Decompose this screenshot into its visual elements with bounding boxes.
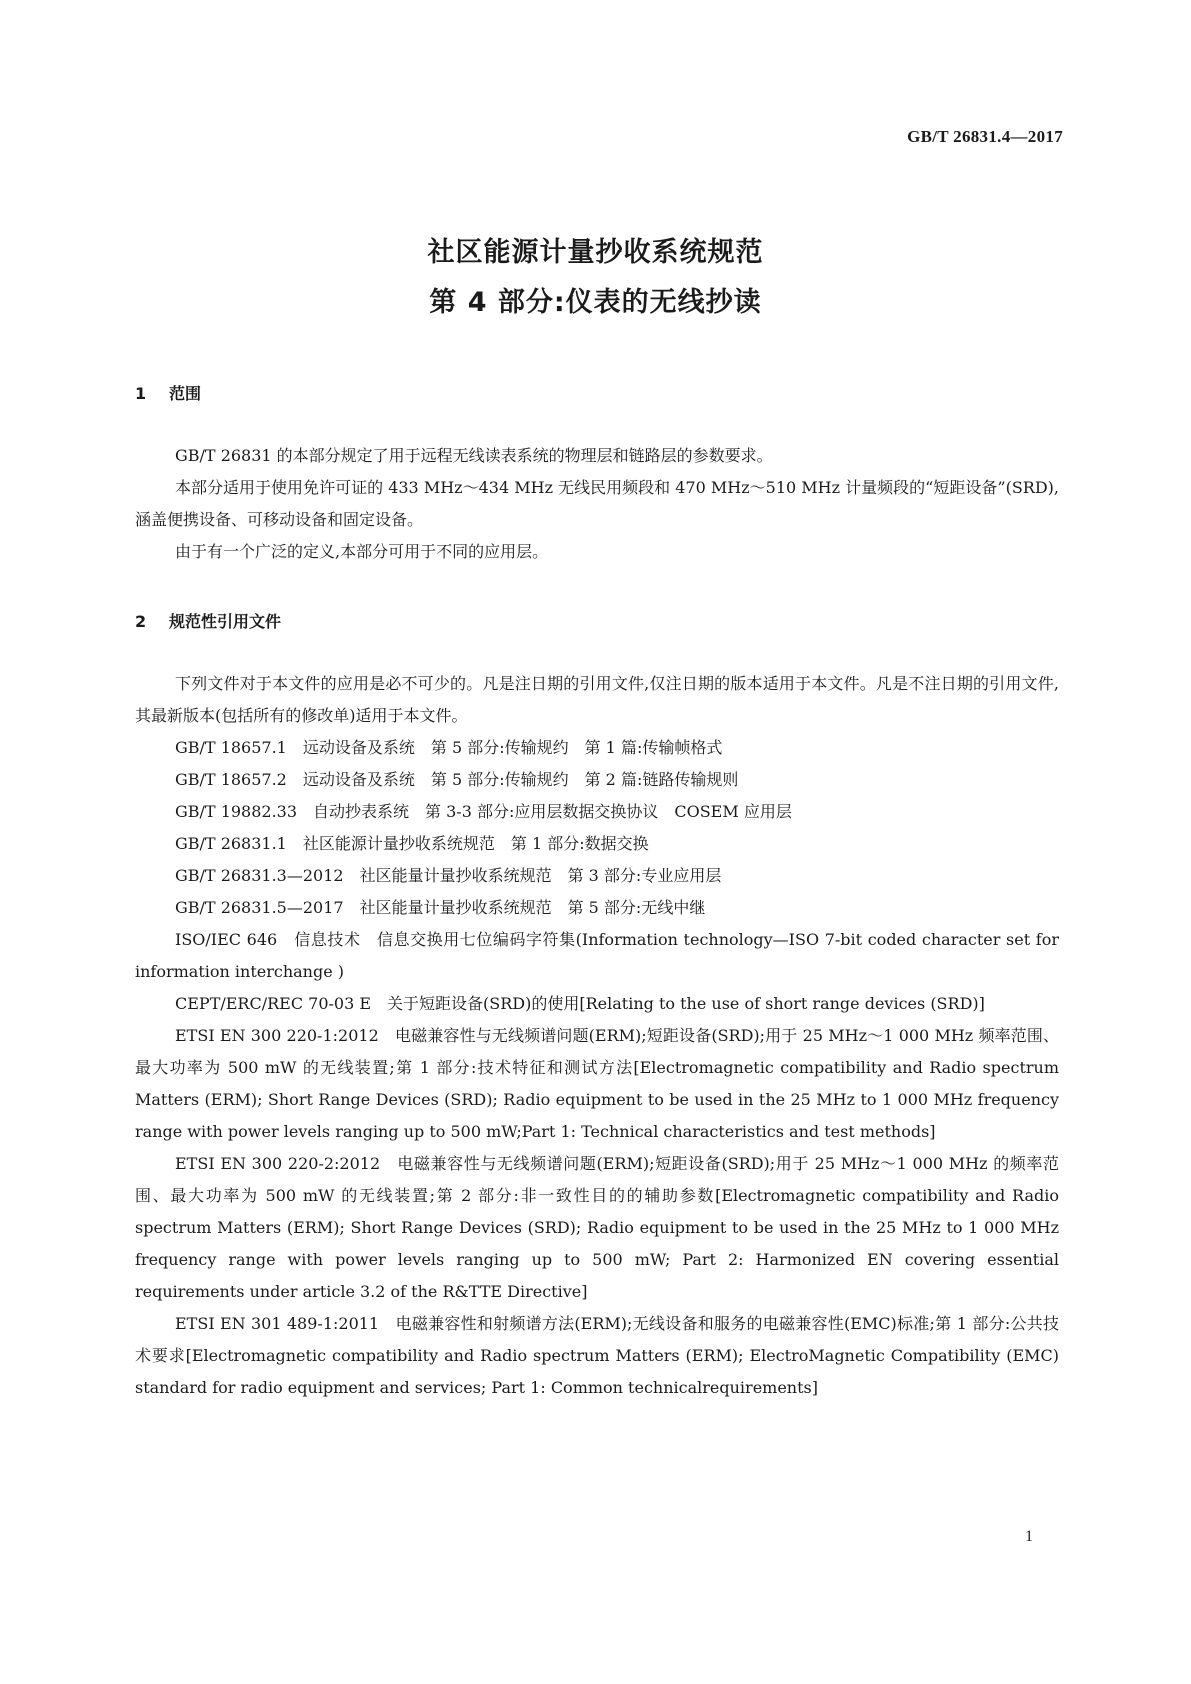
reference-list xyxy=(135,732,1059,1404)
paragraph: GB/T 26831 的本部分规定了用于远程无线读表系统的物理层和链路层的参数要求。 xyxy=(175,446,773,465)
reference-item: GB/T 26831.3—2012 社区能量计量抄收系统规范 第 3 部分:专业应用层 xyxy=(175,866,722,885)
standard-code: GB/T 26831.4—2017 xyxy=(907,127,1063,146)
paragraph: 本部分适用于使用免许可证的 433 MHz～434 MHz 无线民用频段和 470 MHz～510 MHz 计量频段的“短距设备”(SRD),涵盖便携设备、可移动设备和固定设备。 xyxy=(135,478,1059,529)
title-line-1: 社区能源计量抄收系统规范 xyxy=(427,237,764,268)
page-number: 1 xyxy=(1025,1528,1033,1545)
reference-item: CEPT/ERC/REC 70-03 E 关于短距设备(SRD)的使用[Relating to the use of short range devices (SRD)] xyxy=(175,994,985,1013)
reference-item: ISO/IEC 646 信息技术 信息交换用七位编码字符集(Information technology—ISO 7-bit coded character set for information interchange ) xyxy=(135,930,1059,981)
reference-item: GB/T 26831.5—2017 社区能量计量抄收系统规范 第 5 部分:无线中继 xyxy=(175,898,706,917)
title-line-2: 第 4 部分:仪表的无线抄读 xyxy=(429,287,762,318)
section-heading-normative-references xyxy=(135,610,1059,634)
reference-item: ETSI EN 300 220-1:2012 电磁兼容性与无线频谱问题(ERM);短距设备(SRD);用于 25 MHz～1 000 MHz 频率范围、最大功率为 500 mW 的无线装置;第 1 部分:技术特征和测试方法[Electromagnetic compatibility and Radio spectrum Matters (ERM); Short Range Devices (SRD); Radio equipment to be used in the 25 MHz to 1 000 MHz frequency range with power levels ranging up to 500 mW;Part 1: Technical characteristics and test methods] xyxy=(135,1026,1059,1141)
reference-item: ETSI EN 301 489-1:2011 电磁兼容性和射频谱方法(ERM);无线设备和服务的电磁兼容性(EMC)标准;第 1 部分:公共技术要求[Electromagnetic compatibility and Radio spectrum Matters (ERM); ElectroMagnetic Compatibility (EMC) standard for radio equipment and services; Part 1: Common technicalrequirements] xyxy=(135,1314,1059,1397)
document-body xyxy=(135,382,1059,1404)
section-title: 规范性引用文件 xyxy=(169,612,282,631)
paragraph: 下列文件对于本文件的应用是必不可少的。凡是注日期的引用文件,仅注日期的版本适用于本文件。凡是不注日期的引用文件,其最新版本(包括所有的修改单)适用于本文件。 xyxy=(135,674,1059,725)
reference-item: GB/T 26831.1 社区能源计量抄收系统规范 第 1 部分:数据交换 xyxy=(175,834,649,853)
document-title xyxy=(0,228,1191,328)
reference-item: GB/T 19882.33 自动抄表系统 第 3-3 部分:应用层数据交换协议 COSEM 应用层 xyxy=(175,802,792,821)
section-number: 1 xyxy=(135,384,147,403)
reference-item: GB/T 18657.1 远动设备及系统 第 5 部分:传输规约 第 1 篇:传输帧格式 xyxy=(175,738,723,757)
paragraph: 由于有一个广泛的定义,本部分可用于不同的应用层。 xyxy=(175,542,549,561)
section-number: 2 xyxy=(135,612,147,631)
section-heading-scope xyxy=(135,382,1059,406)
reference-item: ETSI EN 300 220-2:2012 电磁兼容性与无线频谱问题(ERM);短距设备(SRD);用于 25 MHz～1 000 MHz 的频率范围、最大功率为 500 mW 的无线装置;第 2 部分:非一致性目的的辅助参数[Electromagnetic compatibility and Radio spectrum Matters (ERM); Short Range Devices (SRD); Radio equipment to be used in the 25 MHz to 1 000 MHz frequency range with power levels ranging up to 500 mW; Part 2: Harmonized EN covering essential requirements under article 3.2 of the R&TTE Directive] xyxy=(135,1154,1059,1301)
section-title: 范围 xyxy=(169,384,202,403)
reference-item: GB/T 18657.2 远动设备及系统 第 5 部分:传输规约 第 2 篇:链路传输规则 xyxy=(175,770,739,789)
